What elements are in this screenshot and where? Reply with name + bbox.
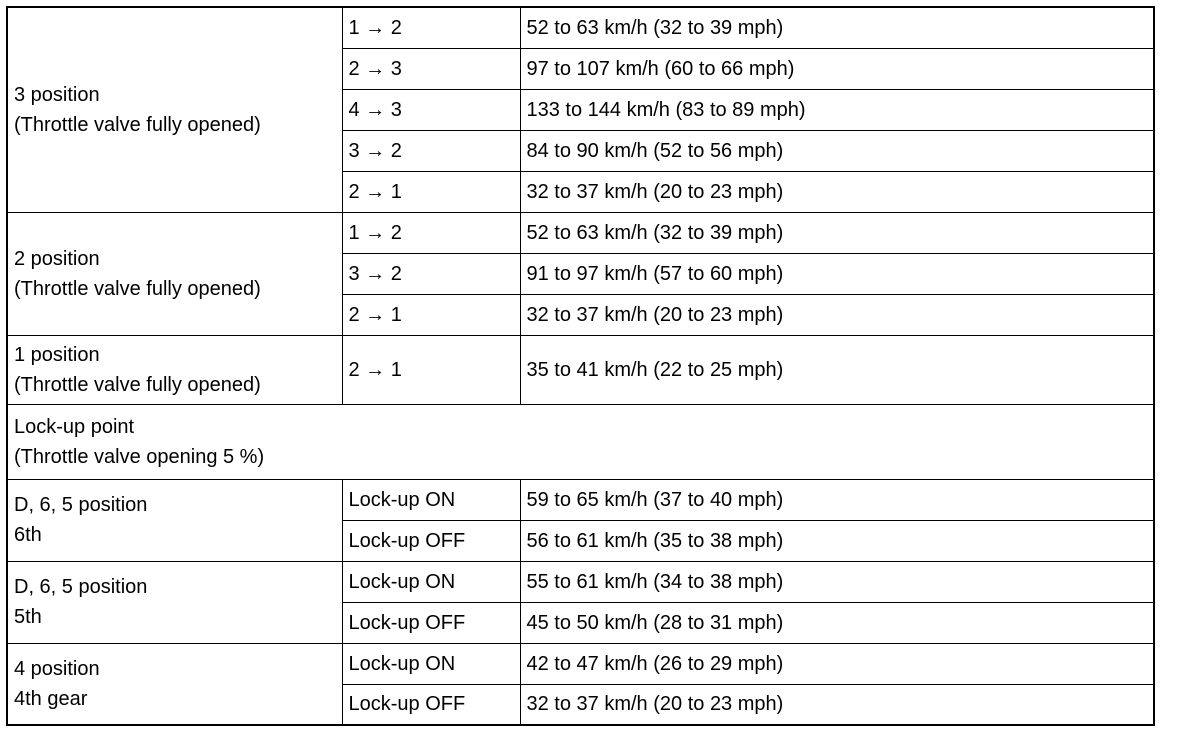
lockup-state-cell: Lock-up OFF bbox=[342, 520, 520, 561]
shift-cell: 2 → 1 bbox=[342, 294, 520, 335]
shift-cell: 1 → 2 bbox=[342, 7, 520, 48]
speed-cell: 84 to 90 km/h (52 to 56 mph) bbox=[520, 130, 1154, 171]
shift-cell: 4 → 3 bbox=[342, 89, 520, 130]
lockup-section-header: Lock-up point (Throttle valve opening 5 %) bbox=[7, 404, 1154, 479]
speed-cell: 52 to 63 km/h (32 to 39 mph) bbox=[520, 212, 1154, 253]
table-row bbox=[7, 643, 1154, 684]
shift-cell: 3 → 2 bbox=[342, 253, 520, 294]
table-row bbox=[7, 479, 1154, 520]
speed-cell: 42 to 47 km/h (26 to 29 mph) bbox=[520, 643, 1154, 684]
lockup-state-cell: Lock-up ON bbox=[342, 643, 520, 684]
shift-point-table bbox=[6, 6, 1155, 726]
lockup-state-cell: Lock-up ON bbox=[342, 561, 520, 602]
speed-cell: 97 to 107 km/h (60 to 66 mph) bbox=[520, 48, 1154, 89]
lockup-state-cell: Lock-up OFF bbox=[342, 684, 520, 725]
speed-cell: 52 to 63 km/h (32 to 39 mph) bbox=[520, 7, 1154, 48]
position-label: 2 position (Throttle valve fully opened) bbox=[7, 212, 342, 335]
position-label: 4 position 4th gear bbox=[7, 643, 342, 725]
lockup-state-cell: Lock-up OFF bbox=[342, 602, 520, 643]
lockup-state-cell: Lock-up ON bbox=[342, 479, 520, 520]
position-label: 3 position (Throttle valve fully opened) bbox=[7, 7, 342, 212]
shift-cell: 1 → 2 bbox=[342, 212, 520, 253]
speed-cell: 56 to 61 km/h (35 to 38 mph) bbox=[520, 520, 1154, 561]
table-row bbox=[7, 404, 1154, 479]
position-label: D, 6, 5 position 5th bbox=[7, 561, 342, 643]
speed-cell: 55 to 61 km/h (34 to 38 mph) bbox=[520, 561, 1154, 602]
shift-cell: 2 → 1 bbox=[342, 335, 520, 404]
table-row bbox=[7, 7, 1154, 48]
shift-cell: 2 → 1 bbox=[342, 171, 520, 212]
speed-cell: 32 to 37 km/h (20 to 23 mph) bbox=[520, 171, 1154, 212]
table-row bbox=[7, 212, 1154, 253]
speed-cell: 59 to 65 km/h (37 to 40 mph) bbox=[520, 479, 1154, 520]
speed-cell: 32 to 37 km/h (20 to 23 mph) bbox=[520, 294, 1154, 335]
speed-cell: 133 to 144 km/h (83 to 89 mph) bbox=[520, 89, 1154, 130]
speed-cell: 32 to 37 km/h (20 to 23 mph) bbox=[520, 684, 1154, 725]
shift-cell: 3 → 2 bbox=[342, 130, 520, 171]
shift-cell: 2 → 3 bbox=[342, 48, 520, 89]
position-label: 1 position (Throttle valve fully opened) bbox=[7, 335, 342, 404]
table-row bbox=[7, 561, 1154, 602]
speed-cell: 91 to 97 km/h (57 to 60 mph) bbox=[520, 253, 1154, 294]
speed-cell: 45 to 50 km/h (28 to 31 mph) bbox=[520, 602, 1154, 643]
table-row bbox=[7, 335, 1154, 404]
speed-cell: 35 to 41 km/h (22 to 25 mph) bbox=[520, 335, 1154, 404]
position-label: D, 6, 5 position 6th bbox=[7, 479, 342, 561]
